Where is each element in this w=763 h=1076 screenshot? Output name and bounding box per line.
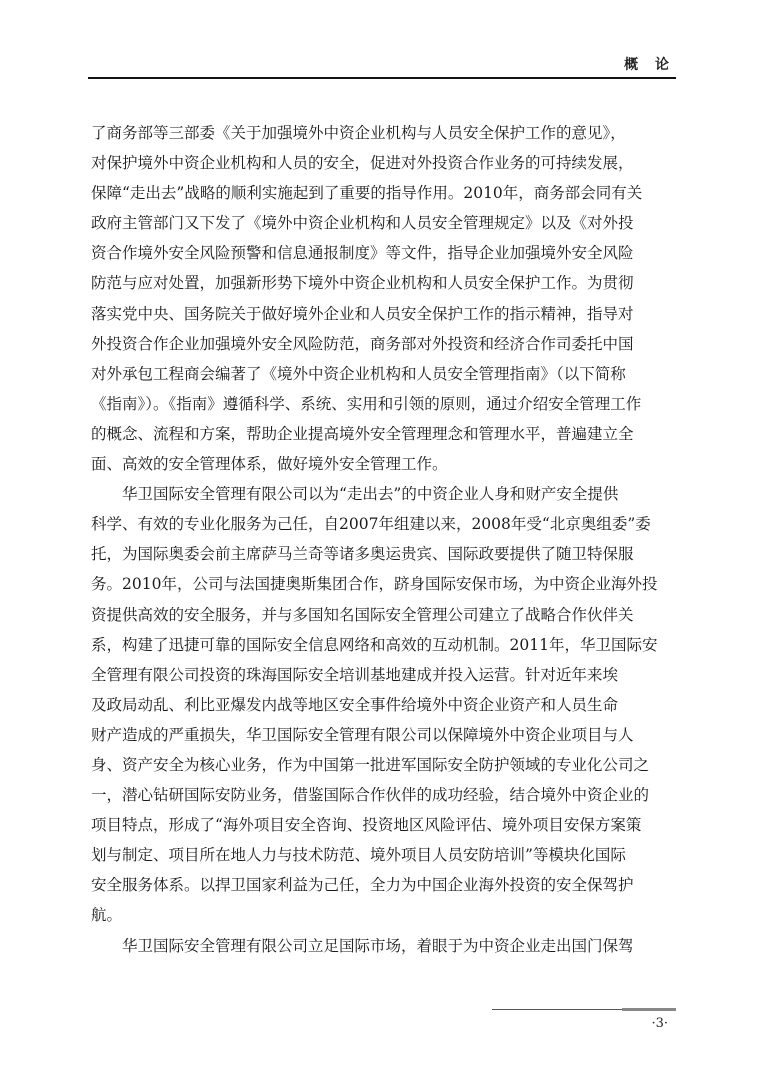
page-number: ·3· xyxy=(651,1016,668,1031)
paragraph-3: 华卫国际安全管理有限公司立足国际市场，着眼于为中资企业走出国门保驾 xyxy=(122,936,634,955)
paragraph-1: 了商务部等三部委《关于加强境外中资企业机构与人员安全保护工作的意见》， 对保护境外中资企业机构和人员的安全，促进对外投资合作业务的可持续发展， 保障“走出去”战略的顺利实施起到了重要的指导作用。2010年，商务部会同有关 政府主管部门又下发了《境外中资企业机构和人员安全管理规定》以及《对外投 资合作境外安全风险预警和信息通报制度》等文件，指导企业加强境外安全风险 防范与应对处置，加强新形势下境外中资企业机构和人员安全保护工作。为贯彻 落实党中央、国务院关于做好境外企业和人员安全保护工作的指示精神，指导对 外投资合作企业加强境外安全风险防范，商务部对外投资和经济合作司委托中国 对外承包工程商会编著了《境外中资企业机构和人员安全管理指南》（以下简称 《指南》）。《指南》遵循科学、系统、实用和引领的原则，通过介绍安全管理工作 的概念、流程和方案，帮助企业提高境外安全管理理念和管理水平，普遍建立全 面、高效的安全管理体系，做好境外安全管理工作。 xyxy=(91,124,643,474)
body-text xyxy=(91,118,675,961)
running-head-title: 概 论 xyxy=(624,57,675,73)
header-rule xyxy=(88,77,676,79)
paragraph-2: 华卫国际安全管理有限公司以为“走出去”的中资企业人身和财产安全提供 科学、有效的专业化服务为己任，自2007年组建以来，2008年受“北京奥组委”委 托，为国际奥委会前主席萨马兰奇等诸多奥运贵宾、国际政要提供了随卫特保服 务。2010年，公司与法国捷奥斯集团合作，跻身国际安保市场，为中资企业海外投 资提供高效的安全服务，并与多国知名国际安全管理公司建立了战略合作伙伴关 系，构建了迅捷可靠的国际安全信息网络和高效的互动机制。2011年，华卫国际安 全管理有限公司投资的珠海国际安全培训基地建成并投入运营。针对近年来埃 及政局动乱、利比亚爆发内战等地区安全事件给境外中资企业资产和人员生命 财产造成的严重损失，华卫国际安全管理有限公司以保障境外中资企业项目与人 身、资产安全为核心业务，作为中国第一批进军国际安全防护领域的专业化公司之 一，潜心钻研国际安防业务，借鉴国际合作伙伴的成功经验，结合境外中资企业的 项目特点，形成了“海外项目安全咨询、投资地区风险评估、境外项目安保方案策 划与制定、项目所在地人力与技术防范、境外项目人员安防培训”等模块化国际 安全服务体系。以捍卫国家利益为己任，全力为中国企业海外投资的安全保驾护 航。 xyxy=(91,485,658,925)
footer-rule-accent xyxy=(622,1008,676,1011)
